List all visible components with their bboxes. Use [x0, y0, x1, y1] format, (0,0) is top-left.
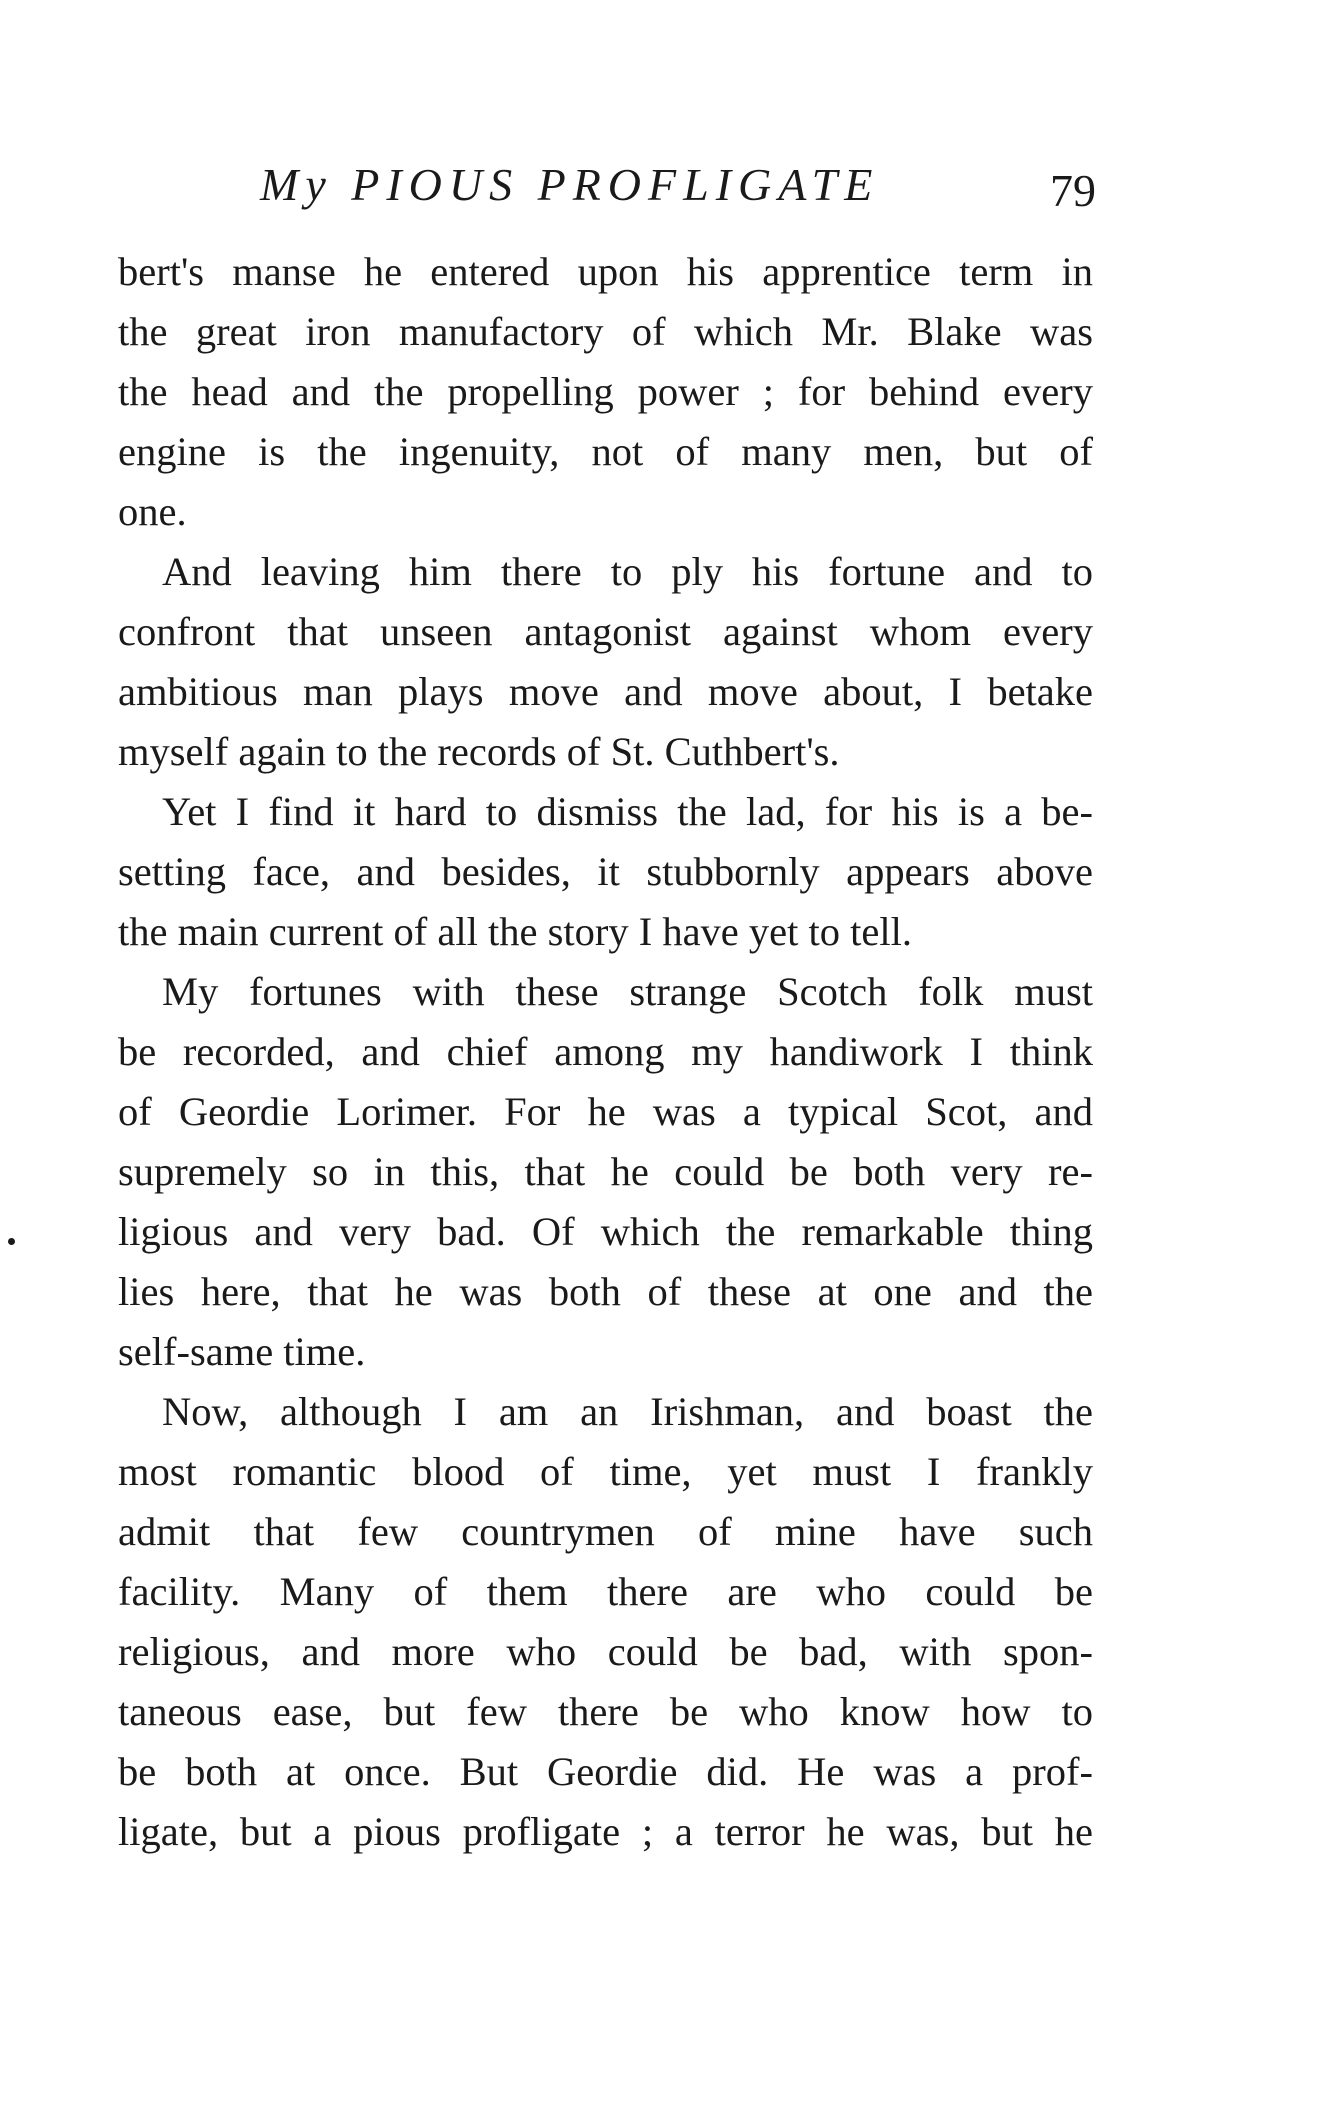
- text-line: setting face, and besides, it stubbornly appears above: [118, 849, 1093, 894]
- text-line: self-same time.: [118, 1329, 366, 1374]
- text-line: admit that few countrymen of mine have such: [118, 1509, 1093, 1554]
- page-header: [116, 150, 1096, 220]
- text-line: most romantic blood of time, yet must I frankly: [118, 1449, 1093, 1494]
- text-line: And leaving him there to ply his fortune and to: [162, 549, 1093, 594]
- text-line: be both at once. But Geordie did. He was a prof-: [118, 1749, 1093, 1794]
- paragraph: [118, 1382, 1093, 1862]
- margin-mark: [8, 1238, 15, 1245]
- text-line: lies here, that he was both of these at one and the: [118, 1269, 1093, 1314]
- text-line: the main current of all the story I have yet to tell.: [118, 909, 912, 954]
- text-line: Yet I find it hard to dismiss the lad, for his is a be-: [162, 789, 1093, 834]
- paragraph: [118, 962, 1093, 1382]
- text-line: the head and the propelling power ; for behind every: [118, 369, 1093, 414]
- text-line: confront that unseen antagonist against whom every: [118, 609, 1093, 654]
- text-line: myself again to the records of St. Cuthbert's.: [118, 729, 840, 774]
- text-line: ambitious man plays move and move about, I betake: [118, 669, 1093, 714]
- text-line: supremely so in this, that he could be both very re-: [118, 1149, 1093, 1194]
- text-line: taneous ease, but few there be who know how to: [118, 1689, 1093, 1734]
- text-line: bert's manse he entered upon his apprentice term in: [118, 249, 1093, 294]
- text-line: religious, and more who could be bad, with spon-: [118, 1629, 1093, 1674]
- text-line: facility. Many of them there are who could be: [118, 1569, 1093, 1614]
- paragraph: [118, 782, 1093, 962]
- text-line: ligate, but a pious profligate ; a terror he was, but he: [118, 1809, 1093, 1854]
- text-line: Now, although I am an Irishman, and boast the: [162, 1389, 1093, 1434]
- text-line: be recorded, and chief among my handiwork I think: [118, 1029, 1093, 1074]
- text-line: ligious and very bad. Of which the remarkable thing: [118, 1209, 1093, 1254]
- text-line: one.: [118, 489, 187, 534]
- paragraph: [118, 542, 1093, 782]
- text-line: My fortunes with these strange Scotch folk must: [162, 969, 1093, 1014]
- text-line: engine is the ingenuity, not of many men, but of: [118, 429, 1093, 474]
- running-title: My PIOUS PROFLIGATE: [260, 159, 880, 210]
- paragraph: [118, 242, 1093, 542]
- text-line: of Geordie Lorimer. For he was a typical Scot, and: [118, 1089, 1093, 1134]
- page-number: 79: [1050, 165, 1096, 216]
- body-text: [118, 242, 1093, 1862]
- text-line: the great iron manufactory of which Mr. Blake was: [118, 309, 1093, 354]
